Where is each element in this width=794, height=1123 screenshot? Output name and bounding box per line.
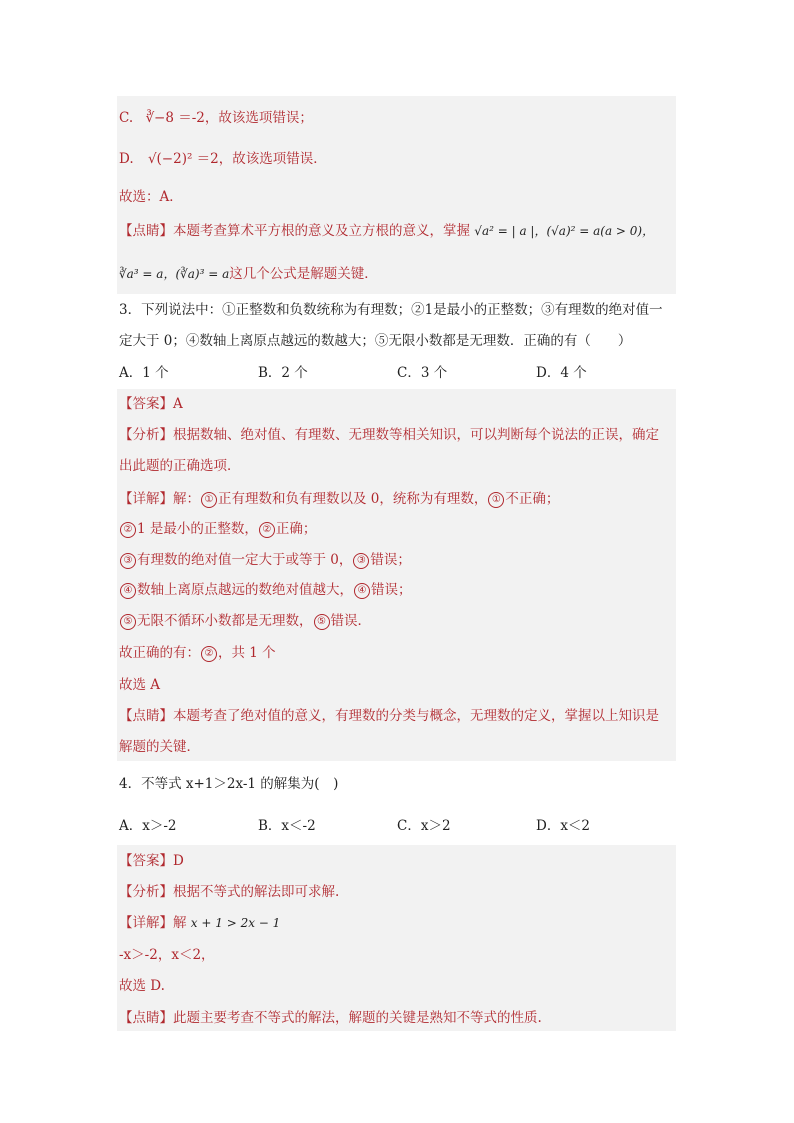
q4-detail-a: 解 <box>173 915 191 931</box>
option-c-math: ∛−8 ＝-2 <box>145 110 205 126</box>
q3-analysis-tag: 【分析】 <box>119 427 173 443</box>
option-c-text: ，故该选项错误； <box>204 110 313 126</box>
q3-detail-tag: 【详解】 <box>119 491 173 507</box>
q3-detail-5b: 错误． <box>330 613 371 629</box>
q3-stem-2: 定大于 0；④数轴上离原点越远的数越大；⑤无限小数都是无理数．正确的有（ ） <box>119 333 632 349</box>
q4-detail-tag: 【详解】 <box>119 915 173 931</box>
point-math-2: ∛a³ = a，(∛a)³ = a <box>119 267 230 281</box>
option-d-text: ，故该选项错误． <box>218 151 327 167</box>
q3-analysis-1 <box>119 425 659 445</box>
q4-answer-tag: 【答案】 <box>119 853 173 869</box>
q4-answer-value: D <box>173 853 184 869</box>
q3-analysis-text-1: 根据数轴、绝对值、有理数、无理数等相关知识，可以判断每个说法的正误，确定 <box>173 427 659 443</box>
q4-option-d: D．x＜2 <box>536 818 591 834</box>
q3-detail-4b: 错误； <box>371 582 412 598</box>
point-text-1: 本题考查算术平方根的意义及立方根的意义，掌握 <box>173 223 470 239</box>
q3-stem-1: 3．下列说法中：①正整数和负数统称为有理数；②1是最小的正整数；③有理数的绝对值一 <box>119 302 663 318</box>
q4-answer <box>119 851 184 871</box>
q3-detail-3b: 错误； <box>370 552 411 568</box>
circle-2-icon: ② <box>201 646 217 662</box>
q3-answer <box>119 394 183 414</box>
circle-5-icon: ⑤ <box>120 614 136 630</box>
q4-solution-shade <box>117 845 676 1031</box>
q4-point-text: 此题主要考查不等式的解法，解题的关键是熟知不等式的性质. <box>173 1010 542 1026</box>
q3-correct <box>119 643 276 663</box>
q4-detail <box>119 913 280 933</box>
q4-step: -x＞-2，x＜2， <box>119 947 215 963</box>
q4-choose: 故选 D. <box>119 978 165 994</box>
q3-detail-5a: 无限不循环小数都是无理数， <box>137 613 313 629</box>
q4-option-b: B．x＜-2 <box>258 818 316 834</box>
q3-correct-a: 故正确的有： <box>119 645 200 661</box>
q4-point-tag: 【点睛】 <box>119 1010 173 1026</box>
q3-choose: 故选 A <box>119 677 161 693</box>
option-c-prefix: C. <box>119 110 134 126</box>
q3-detail-1 <box>119 489 559 509</box>
point-text-2: 这几个公式是解题关键． <box>229 266 378 282</box>
q3-detail-1b: 正有理数和负有理数以及 0，统称为有理数， <box>218 491 488 507</box>
point-line-2 <box>119 264 378 284</box>
q4-analysis-tag: 【分析】 <box>119 884 173 900</box>
q3-detail-2a: 1 是最小的正整数， <box>137 521 258 537</box>
q4-analysis-text: 根据不等式的解法即可求解. <box>173 884 340 900</box>
circle-3-icon: ③ <box>353 553 369 569</box>
q3-analysis-2: 出此题的正确选项． <box>119 458 241 474</box>
q3-point-text-1: 本题考查了绝对值的意义，有理数的分类与概念，无理数的定义，掌握以上知识是 <box>173 708 659 724</box>
option-c-line <box>119 108 313 128</box>
q3-option-b: B．2 个 <box>258 365 308 381</box>
q3-detail-4 <box>119 580 412 600</box>
q3-detail-2 <box>119 519 316 539</box>
q4-option-a: A．x＞-2 <box>119 818 177 834</box>
q3-detail-1a: 解： <box>173 491 200 507</box>
q4-detail-math: x + 1 > 2x − 1 <box>190 916 281 930</box>
circle-1-icon: ① <box>201 492 217 508</box>
q3-point-2: 解题的关键． <box>119 739 200 755</box>
q3-detail-5 <box>119 611 371 631</box>
q3-point-tag: 【点睛】 <box>119 708 173 724</box>
q4-option-c: C．x＞2 <box>397 818 451 834</box>
q3-detail-4a: 数轴上离原点越远的数绝对值越大， <box>137 582 353 598</box>
q3-option-c: C．3 个 <box>397 365 448 381</box>
option-d-prefix: D. <box>119 151 134 167</box>
q4-stem: 4．不等式 x+1＞2x-1 的解集为( ) <box>119 776 339 792</box>
q3-option-d: D．4 个 <box>536 365 587 381</box>
q3-detail-1c: 不正确； <box>505 491 560 507</box>
q3-answer-value: A <box>173 396 183 412</box>
option-d-math: √(−2)² ＝2 <box>147 151 219 167</box>
circle-5-icon: ⑤ <box>314 614 330 630</box>
option-d-line <box>119 149 327 169</box>
circle-2-icon: ② <box>259 522 275 538</box>
q3-answer-tag: 【答案】 <box>119 396 173 412</box>
point-tag: 【点睛】 <box>119 223 173 239</box>
circle-2-icon: ② <box>120 522 136 538</box>
q3-point-1 <box>119 706 659 726</box>
point-line-1 <box>119 221 654 241</box>
q3-option-a: A．1 个 <box>119 365 169 381</box>
q4-point <box>119 1008 542 1028</box>
q3-detail-3a: 有理数的绝对值一定大于或等于 0， <box>137 552 353 568</box>
circle-4-icon: ④ <box>120 583 136 599</box>
circle-3-icon: ③ <box>120 553 136 569</box>
q3-correct-b: ，共 1 个 <box>218 645 276 661</box>
point-math-1: √a² = | a |，(√a)² = a(a > 0)， <box>474 224 655 238</box>
q3-detail-2b: 正确； <box>275 521 317 537</box>
circle-4-icon: ④ <box>354 583 370 599</box>
q3-detail-3 <box>119 550 411 570</box>
q4-analysis <box>119 882 339 902</box>
circle-1-icon: ① <box>488 492 504 508</box>
answer-line: 故选：A． <box>119 189 183 205</box>
